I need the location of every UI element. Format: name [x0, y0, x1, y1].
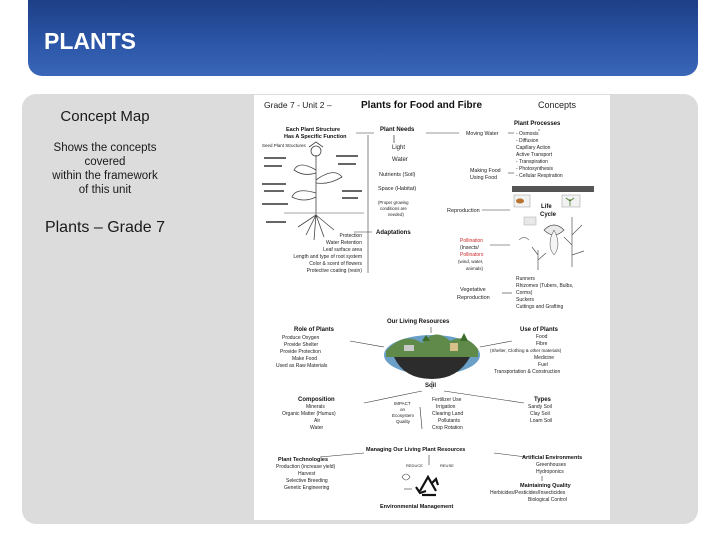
concept-map [254, 95, 610, 520]
use-item: Fuel [538, 362, 548, 368]
description-line: of this unit [78, 184, 132, 196]
vegetative-item: Runners [516, 276, 535, 282]
artificial-item: Hydroponics [536, 469, 564, 475]
role-heading: Role of Plants [294, 327, 335, 333]
using-food: Using Food [470, 175, 498, 181]
pollination-label: (wind, water, [458, 259, 484, 264]
impact-label: IMPACT [394, 401, 411, 406]
quality-item: Herbicides/Pesticides/Insecticides [490, 490, 566, 496]
reproduction-label: Reproduction [447, 208, 480, 214]
process-item: - Diffusion [516, 138, 539, 144]
description-line: covered [84, 156, 126, 168]
artificial-item: Greenhouses [536, 462, 567, 468]
technology-item: Genetic Engineering [284, 485, 330, 491]
practice-item: Fertilizer Use [432, 397, 462, 403]
life-cycle-label: Cycle [540, 212, 557, 218]
vegetative-label: Vegetative [460, 287, 486, 293]
making-food: Making Food [470, 168, 501, 174]
role-item: Make Food [292, 356, 318, 362]
adaptation-item: Protection [339, 233, 362, 239]
description-line: within the framework [52, 170, 158, 182]
pollination-label: Pollinators [460, 252, 484, 258]
use-item: (Shelter, Clothing & other materials) [490, 348, 562, 353]
soil-type: Clay Soil [530, 411, 550, 417]
pollination-label: (Insects/ [460, 245, 479, 251]
life-cycle-illustration [512, 186, 594, 270]
process-item: Active Transport [516, 152, 553, 158]
life-cycle-label: Life [541, 204, 552, 210]
resources-heading: Our Living Resources [387, 319, 450, 325]
managing-heading: Managing Our Living Plant Resources [366, 447, 466, 453]
role-item: Provide Protection [280, 349, 321, 355]
grade-label: Plants – Grade 7 [44, 219, 166, 236]
role-item: Produce Oxygen [282, 335, 320, 341]
concept-map-subtitle: Concept Map [60, 108, 150, 125]
vegetative-label: Reproduction [457, 295, 490, 301]
process-item: - Transpiration [516, 159, 548, 165]
vegetative-item: Cuttings and Grafting [516, 304, 564, 310]
left-column [30, 100, 180, 237]
technology-item: Production (increase yield) [276, 464, 336, 470]
composition-item: Water [310, 425, 324, 431]
processes-heading: Plant Processes [514, 121, 561, 127]
needs-note: conditions are [380, 206, 407, 211]
use-item: Medicine [534, 355, 555, 361]
vegetative-item: Suckers [516, 297, 535, 303]
vegetative-item: Corms) [516, 290, 533, 296]
technology-item: Selective Breeding [286, 478, 328, 484]
need-water: Water [392, 157, 408, 163]
adaptation-item: Protective coating (resin) [306, 268, 362, 274]
adaptation-item: Length and type of root system [293, 254, 362, 260]
adaptation-item: Color & scent of flowers [309, 261, 362, 267]
technology-item: Harvest [298, 471, 316, 477]
structure-heading-2: Has A Specific Function [284, 134, 347, 140]
use-item: Fibre [536, 341, 548, 347]
leaf-icon [402, 474, 412, 489]
adaptation-item: Leaf surface area [323, 247, 362, 253]
composition-item: Air [314, 418, 321, 424]
soil-heading: Soil [425, 383, 437, 389]
impact-label: Ecosystem [392, 413, 415, 418]
impact-label: on [400, 407, 406, 412]
role-item: Used as Raw Materials [276, 363, 328, 369]
vegetative-item: Rhizomes (Tubers, Bulbs, [516, 283, 574, 289]
moving-water: Moving Water [466, 131, 499, 137]
quality-item: Biological Control [528, 497, 567, 503]
adaptation-item: Water Retention [326, 240, 362, 246]
slide-title: PLANTS [44, 28, 136, 54]
artificial-heading: Artificial Environments [522, 455, 583, 461]
structure-heading: Each Plant Structure [286, 127, 341, 133]
map-title-main: Plants for Food and Fibre [361, 100, 483, 111]
recycle-label: REDUCE [406, 463, 423, 468]
use-item: Transportation & Construction [494, 369, 561, 375]
adaptations-heading: Adaptations [376, 230, 411, 236]
needs-note: (Proper growing [378, 200, 409, 205]
map-title-prefix: Grade 7 - Unit 2 – [264, 100, 332, 110]
description-line: Shows the concepts [53, 142, 157, 154]
types-heading: Types [534, 397, 551, 403]
need-nutrients: Nutrients (Soil) [379, 172, 416, 178]
environmental-label: Environmental Management [380, 504, 454, 510]
practice-item: Irrigation [436, 404, 456, 410]
technologies-heading: Plant Technologies [278, 457, 329, 463]
landscape-illustration [384, 333, 480, 379]
composition-item: Minerals [306, 404, 325, 410]
structure-sub: Seed Plant Structures [262, 143, 306, 148]
pollination-label: animals) [466, 266, 484, 271]
map-title-suffix: Concepts [538, 100, 577, 110]
use-heading: Use of Plants [520, 327, 559, 333]
need-light: Light [392, 145, 406, 151]
process-item: - Osmosis [516, 131, 539, 137]
concept-map-drawing [254, 95, 610, 520]
practice-item: Pollutants [438, 418, 460, 424]
composition-heading: Composition [298, 397, 335, 403]
soil-type: Sandy Soil [528, 404, 552, 410]
process-item: - Photosynthesis [516, 166, 553, 172]
process-item: Capillary Action [516, 145, 551, 151]
recycle-icon [416, 477, 438, 495]
practice-item: Clearing Land [432, 411, 464, 417]
pollination-label: Pollination [460, 238, 484, 244]
recycle-label: REUSE [440, 463, 454, 468]
impact-label: Quality [396, 419, 411, 424]
role-item: Provide Shelter [284, 342, 319, 348]
needs-note: needed) [388, 212, 404, 217]
composition-item: Organic Matter (Humus) [282, 411, 336, 417]
process-item: - Cellular Respiration [516, 173, 563, 179]
use-item: Food [536, 334, 548, 340]
practice-item: Crop Rotation [432, 425, 463, 431]
soil-type: Loam Soil [530, 418, 553, 424]
quality-heading: Maintaining Quality [520, 483, 571, 489]
need-space: Space (Habitat) [378, 186, 417, 192]
needs-heading: Plant Needs [380, 127, 415, 133]
